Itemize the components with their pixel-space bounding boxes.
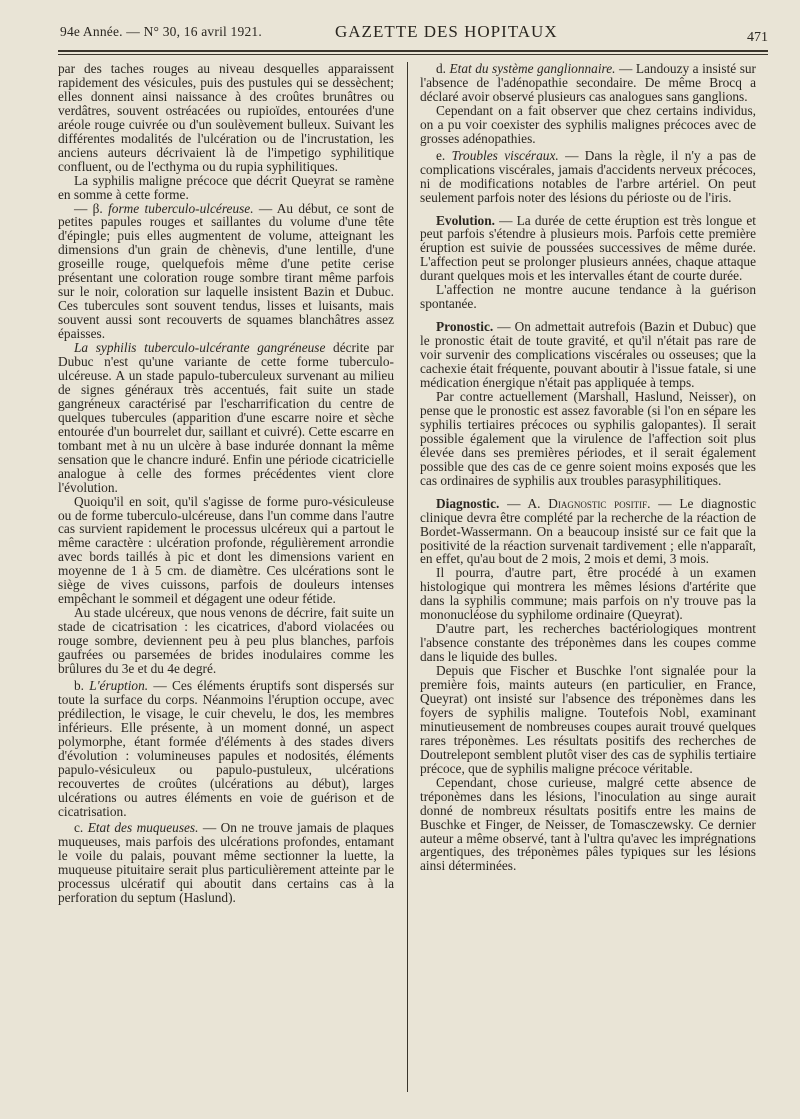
paragraph-tuberculo-ulcereuse (58, 202, 394, 342)
paragraph-muqueuses (58, 821, 394, 905)
right-column (420, 62, 756, 873)
section-heading-pronostic: Pronostic. (436, 319, 494, 335)
paragraph-ganglionnaire (420, 62, 756, 104)
item-marker: d. (436, 61, 450, 76)
item-marker: e. (436, 147, 452, 163)
paragraph-guerison: L'affection ne montre aucune tendance à la guérison spontanée. (420, 282, 756, 312)
subsection-title: Diagnostic positif. (548, 495, 651, 511)
item-marker: c. (74, 820, 88, 836)
paragraph-body: — Au début, ce sont de petites papules rouges et saillantes du volume d'une tête d'épingle; puis elles augmentent de volume, atteignant les dimensions d'un grain de chènevis, d'une lentille, d'une groseille rouge, quelquefois même d'une petite cerise présentant une coloration rouge sombre tirant même parfois sur le noir, coloration sur laquelle insistent Bazin et Dubuc. Ces tubercules sont souvent tendus, lisses et luisants, mais souvent aussi sont recouverts de squames blanchâtres assez épaisses. (58, 200, 394, 342)
paragraph-histologique: Il pourra, d'autre part, être procédé à un examen histologique qui montrera les mêmes lésions d'artérite que dans la syphilis commune; mais parfois on n'y trouve pas la mononucléose du syphilome ordinaire (Queyrat). (420, 565, 756, 623)
paragraph-body: — Dans la règle, il n'y a pas de complications viscérales, jamais d'accidents nerveux précoces, ni de modifications notables de l'arbre artériel. On peut seulement parfois noter des lésions du périoste ou de l'iris. (420, 147, 756, 205)
section-diagnostic (420, 497, 756, 567)
column-divider (407, 62, 408, 1092)
section-heading-diagnostic: Diagnostic. (436, 495, 500, 511)
subsection-title: forme tuberculo-ulcéreuse. (108, 200, 254, 216)
paragraph-impetigo: par des taches rouges au niveau desquelles apparaissent rapidement des vésicules, puis des pustules qui se dessèchent; elles donnent ainsi naissance à des croûtes brunâtres ou verdâtres, souvent ostréacées ou rupioïdes, entourées d'une aréole rouge cuivrée ou d'un soulèvement bulleux. Suivant les différentes modalités de l'ulcération ou de l'incrustation, les anciens auteurs décrivaient là de l'impetigo syphilitique confluent, ou de l'ecthyma ou du rupia syphilitiques. (58, 61, 394, 174)
paragraph-body: — Ces éléments éruptifs sont dispersés sur toute la surface du corps. Néanmoins l'éruption occupe, avec prédilection, le visage, le cuir chevelu, le dos, les membres inférieurs. Elle présente, à un moment donné, un aspect polymorphe, étant formée d'éléments à des stades divers d'évolution : volumineuses papules et nodosités, éléments papulo-vésiculeux ou papulo-pustuleux, ulcérations recouvertes de croûtes (ulcérations au début), larges ulcérations ou autres éléments en voie de guérison et de cicatrisation. (58, 677, 395, 819)
paragraph-visceraux (420, 149, 756, 205)
paragraph-body: — On admettait autrefois (Bazin et Dubuc) que le pronostic était de toute gravité, et qu'il n'était pas rare de voir survenir des complications viscérales ou osseuses; que la cachexie était fréquente, pouvant aboutir à l'issue fatale, si une médication énergique n'était pas appliquée à temps. (420, 319, 756, 391)
paragraph-body: — On ne trouve jamais de plaques muqueuses, mais parfois des ulcérations profondes, entamant le voile du palais, pouvant même sectionner la luette, la muqueuse pituitaire serait plus particulièrement atteinte par le processus ulcératif qui aboutit dans certains cas à la perforation du septum (Haslund). (58, 820, 394, 906)
subsection-title: La syphilis tuberculo-ulcérante gangréneuse (74, 340, 326, 356)
subsection-title: L'éruption. (89, 677, 149, 693)
page-header (60, 22, 768, 48)
item-marker: — β. (74, 200, 109, 216)
subsection-title: Troubles viscéraux. (451, 147, 559, 163)
journal-title: GAZETTE DES HOPITAUX (335, 22, 558, 41)
paragraph-inoculation: Cependant, chose curieuse, malgré cette absence de tréponèmes dans les lésions, l'inoculation au singe aurait donné de nombreux résultats positifs entre les mains de Buschke et Finger, de Neisser, de Tomasczewsky. Ce dernier auteur a même observé, tant à l'ultra qu'avec les imprégnations argentiques, des tréponèmes pâles typiques sur les lésions ainsi déterminées. (420, 774, 756, 874)
paragraph-body: — Landouzy a insisté sur l'absence de l'adénopathie secondaire. De même Brocq a déclaré avoir observé plusieurs cas analogues sans ganglions. (420, 61, 757, 104)
paragraph-processus-ulcereux: Quoiqu'il en soit, qu'il s'agisse de forme puro-vésiculeuse ou de forme tuberculo-ulcéreuse, dans l'un comme dans l'autre cas survient rapidement le processus ulcéreux qui a partout le même caractère : ulcération profonde, régulièrement arrondie avec bords taillés à pic et dont les dimensions varient en moyenne de 1 à 5 cm. de diamètre. Ces ulcérations sont le siège de vives cuissons, parfois de douleurs intenses empêchant le sommeil et dégagent une odeur fétide. (58, 493, 394, 607)
paragraph-adenopathies: Cependant on a fait observer que chez certains individus, on a pu voir coexister des syphilis malignes précoces avec de grosses adénopathies. (420, 102, 756, 146)
subsection-title: Etat des muqueuses. (87, 820, 199, 836)
paragraph-eruption (58, 679, 394, 819)
paragraph-cicatrisation: Au stade ulcéreux, que nous venons de décrire, fait suite un stade de cicatrisation : les cicatrices, d'abord violacées ou rouge sombre, deviennent peu à peu plus blanches, parfois gaufrées ou parsemées de brides inodulaires comme les brûlures du 3e et du 4e degré. (58, 605, 394, 676)
paragraph-queyrat: La syphilis maligne précoce que décrit Queyrat se ramène en somme à cette forme. (58, 172, 394, 202)
header-rule-thin (58, 54, 768, 55)
item-marker: — A. (499, 495, 549, 511)
section-heading-evolution: Evolution. (436, 212, 495, 228)
item-marker: b. (74, 677, 90, 693)
page-number: 471 (747, 30, 768, 45)
header-rule-thick (58, 50, 768, 52)
subsection-title: Etat du système ganglionnaire. (449, 61, 616, 76)
paragraph-pronostic-actuel: Par contre actuellement (Marshall, Haslund, Neisser), on pense que le pronostic est assez favorable (si l'on en sépare les syphilis tertiaires précoces ou syphilis galopantes). Il serait possible également que la virulence de l'affection soit plus élevée dans ses premières périodes, et il serait également possible que des cas de ce genre soient moins exposés que les cas ordinaires de syphilis aux troubles parasyphilitiques. (420, 388, 756, 488)
paragraph-body: — Le diagnostic clinique devra être complété par la recherche de la réaction de Bordet-Wassermann. On a beaucoup insisté sur ce fait que la positivité de la réaction survenait tardivement ; elle n'apparaît, en effet, qu'au bout de 2 mois, 2 mois et demi, 3 mois. (420, 495, 756, 567)
section-pronostic (420, 320, 756, 390)
paragraph-body: décrite par Dubuc n'est qu'une variante de cette forme tuberculo-ulcéreuse. A un stade papulo-tuberculeux survenant au milieu de signes généraux très accentués, fait suite un stade gangréneux caractérisé par l'escharrification du centre de quelques tubercules (apparition d'une escarre noire et sèche entourée d'un bourrelet dur, saillant et cuivré). Cette escarre en tombant met à nu un ulcère à base indurée donnant la même sensation que le chancre induré. Enfin une période cicatricielle analogue à celle des formes précédentes vient clore l'évolution. (58, 340, 394, 495)
section-evolution (420, 214, 756, 284)
paragraph-bacteriologiques: D'autre part, les recherches bactériologiques montrent l'absence constante des tréponèmes dans les coupes comme dans le liquide des bulles. (420, 621, 756, 665)
paragraph-body: — La durée de cette éruption est très longue et peut parfois s'étendre à plusieurs mois. Parfois cette première éruption est suivie de poussées successives de même durée. L'affection peut se prolonger plusieurs années, chaque attaque durant quelques mois et les intervalles étant de courte durée. (420, 212, 756, 284)
left-column (58, 62, 394, 905)
paragraph-gangreneuse (58, 341, 394, 494)
edition-info: 94e Année. — N° 30, 16 avril 1921. (60, 24, 262, 39)
paragraph-treponemes: Depuis que Fischer et Buschke l'ont signalée pour la première fois, maints auteurs (en particulier, en France, Queyrat) ont insisté sur l'absence des tréponèmes dans les foyers de syphilis maligne. Toutefois Nobl, examinant minutieusement de nombreuses coupes aurait trouvé quelques rares tréponèmes. Les résultats positifs des recherches de Doutrelepont semblent plutôt viser des cas de syphilis tertiaire précoce, que de syphilis maligne précoce véritable. (420, 663, 756, 776)
